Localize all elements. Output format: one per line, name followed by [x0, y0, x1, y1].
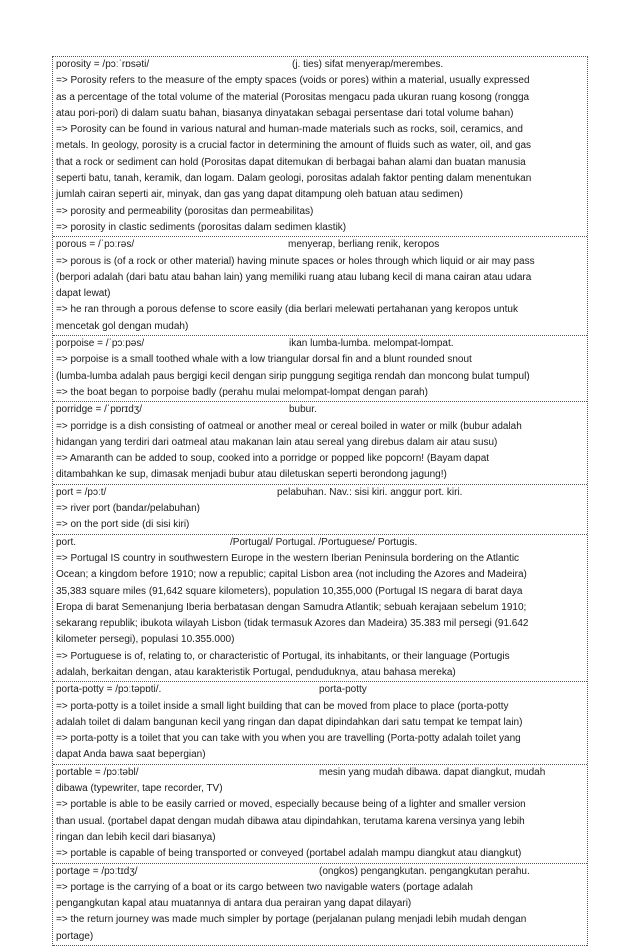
entry-line: (berpori adalah (dari batu atau bahan lain) yang memiliki ruang atau lubang kecil di mana cairan atau udara [56, 271, 532, 283]
entry-line: 35,383 square miles (91,642 square kilometers), population 10,355,000 (Portugal IS negara di barat daya [56, 585, 523, 597]
entry-line: => porosity in clastic sediments (porositas dalam sedimen klastik) [56, 221, 347, 233]
entry-term: portage = /pɔːtɪdʒ/ [56, 865, 138, 877]
entry-line: => porta-potty is a toilet that you can take with you when you are travelling (Porta-potty adalah toilet yang [56, 733, 521, 745]
entry-line: that a rock or sediment can hold (Porositas dapat ditemukan di berbagai bahan alami dan buatan manusia [56, 156, 526, 168]
entry-line: mencetak gol dengan mudah) [56, 320, 189, 332]
entry-line: => porpoise is a small toothed whale with a low triangular dorsal fin and a blunt rounded snout [56, 354, 472, 366]
entry-porta-potty [53, 682, 587, 764]
entry-gloss: (j. ties) sifat menyerap/merembes. [292, 59, 444, 70]
entry-line: atau pori-pori) di dalam suatu bahan, biasanya dinyatakan sebagai persentase dari total volume bahan) [56, 107, 514, 119]
entry-gloss: pelabuhan. Nav.: sisi kiri. anggur port. kiri. [277, 486, 463, 498]
entry-line: dibawa (typewriter, tape recorder, TV) [56, 783, 223, 795]
entry-porosity [53, 57, 587, 237]
entry-gloss: menyerap, berliang renik, keropos [288, 239, 440, 251]
entry-line: adalah toilet di dalam bangunan kecil yang ringan dan dapat dipindahkan dari satu tempat ke tempat lain) [56, 716, 523, 728]
entry-line: as a percentage of the total volume of the material (Porositas mengacu pada ukuran ruang kosong (rongga [56, 91, 530, 103]
entry-line: metals. In geology, porosity is a crucial factor in determining the amount of fluids such as water, oil, and gas [56, 140, 532, 152]
entry-line: Eropa di barat Semenanjung Iberia berbatasan dengan Samudra Atlantik; sebuah kerajaan sebelum 1910; [56, 601, 527, 613]
entry-term: portable = /pɔːtəbl/ [56, 766, 139, 778]
entry-gloss: bubur. [289, 404, 317, 416]
entry-porpoise [53, 336, 587, 402]
entry-line: ditambahkan ke sup, dimasak menjadi bubur atau diletuskan seperti berondong jagung!) [56, 469, 447, 481]
entry-line: => Porosity refers to the measure of the empty spaces (voids or pores) within a material, usually expressed [56, 75, 530, 87]
entry-line: => river port (bandar/pelabuhan) [56, 503, 200, 515]
entry-term: porous = /ˈpɔːrəs/ [56, 239, 135, 251]
entry-line: Ocean; a kingdom before 1910; now a republic; capital Lisbon area (not including the Azores and Madeira) [56, 569, 527, 581]
entry-line: => porosity and permeability (porositas dan permeabilitas) [56, 205, 314, 217]
entry-line: jumlah cairan seperti air, minyak, dan gas yang dapat ditampung oleh batuan atau sedimen) [56, 189, 463, 201]
entry-line: seperti batu, tanah, keramik, dan logam. Dalam geologi, porositas adalah faktor penting dalam menentukan [56, 173, 532, 185]
entry-line: hidangan yang terdiri dari oatmeal atau makanan lain atau sereal yang direbus dalam air atau susu) [56, 436, 498, 448]
entry-line: kilometer persegi), populasi 10.355.000) [56, 634, 235, 646]
entry-term: port = /pɔːt/ [56, 486, 107, 498]
entry-line: => porous is (of a rock or other material) having minute spaces or holes through which liquid or air may pass [56, 255, 535, 267]
entry-gloss: /Portugal/ Portugal. /Portuguese/ Portugis. [230, 536, 418, 548]
entry-term: porpoise = /ˈpɔːpəs/ [56, 338, 145, 350]
entry-line: => porta-potty is a toilet inside a small light building that can be moved from place to place (porta-potty [56, 700, 509, 712]
entry-gloss: ikan lumba-lumba. melompat-lompat. [289, 338, 454, 350]
entry-gloss: porta-potty [319, 684, 367, 696]
entry-line: => he ran through a porous defense to score easily (dia berlari melewati pertahanan yang keropos untuk [56, 304, 518, 316]
entry-line: adalah, berkaitan dengan, atau karakteristik Portugal, penduduknya, atau bahasa mereka) [56, 666, 456, 678]
entry-term: port. [56, 536, 77, 548]
entry-line: => Amaranth can be added to soup, cooked into a porridge or popped like popcorn! (Bayam dapat [56, 453, 490, 465]
entry-term: porridge = /ˈpɒrɪdʒ/ [56, 404, 142, 416]
entry-line: ringan dan lebih kecil dari biasanya) [56, 831, 216, 843]
entry-term: porosity = /pɔːˈrɒsəti/ [56, 59, 150, 70]
entry-line: pengangkutan kapal atau muatannya di antara dua perairan yang dapat dilayari) [56, 898, 412, 910]
entry-porous [53, 237, 587, 336]
entry-line: => Portuguese is of, relating to, or characteristic of Portugal, its inhabitants, or their language (Portugis [56, 650, 510, 662]
entry-portugal [53, 535, 587, 683]
entry-line: => porridge is a dish consisting of oatmeal or another meal or cereal boiled in water or milk (bubur adalah [56, 420, 522, 432]
entry-porridge [53, 402, 587, 484]
entry-gloss: mesin yang mudah dibawa. dapat diangkut, mudah [319, 766, 546, 778]
entry-line: than usual. (portabel dapat dengan mudah dibawa atau dipindahkan, terutama karena versinya yang lebih [56, 815, 525, 827]
entry-portage [53, 864, 587, 946]
entry-line: => portable is capable of being transported or conveyed (portabel adalah mampu diangkut atau diangkut) [56, 848, 522, 860]
entry-line: portage) [56, 930, 94, 942]
entry-line: => the return journey was made much simpler by portage (perjalanan pulang menjadi lebih mudah dengan [56, 914, 527, 926]
entry-portable [53, 765, 587, 864]
entry-term: porta-potty = /pɔːtəpɒti/. [56, 684, 162, 696]
entry-port [53, 485, 587, 535]
entry-line: sekarang republik; ibukota wilayah Lisbon (tidak termasuk Azores dan Madeira) 35.383 mil persegi (91.642 [56, 618, 529, 630]
entry-line: => portable is able to be easily carried or moved, especially because being of a lighter and smaller version [56, 799, 526, 811]
entry-line: dapat Anda bawa saat bepergian) [56, 749, 206, 761]
entry-line: => the boat began to porpoise badly (perahu mulai melompat-lompat dengan parah) [56, 386, 428, 398]
entry-line: => on the port side (di sisi kiri) [56, 519, 190, 531]
entry-line: => Portugal IS country in southwestern Europe in the western Iberian Peninsula bordering on the Atlantic [56, 552, 520, 564]
entry-line: dapat lewat) [56, 288, 111, 300]
entry-line: => Porosity can be found in various natural and human-made materials such as rocks, soil, ceramics, and [56, 124, 523, 136]
dictionary-page [52, 56, 588, 946]
entry-gloss: (ongkos) pengangkutan. pengangkutan perahu. [319, 865, 530, 877]
entry-line: => portage is the carrying of a boat or its cargo between two navigable waters (portage adalah [56, 881, 473, 893]
entry-line: (lumba-lumba adalah paus bergigi kecil dengan sirip punggung segitiga rendah dan moncong bulat tumpul) [56, 370, 530, 382]
